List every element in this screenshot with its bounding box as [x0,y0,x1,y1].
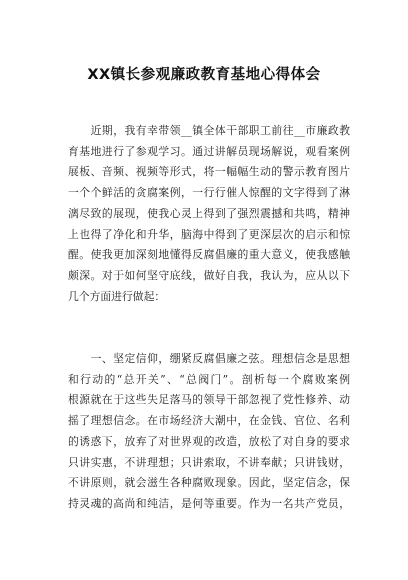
text-line: 持灵魂的高尚和纯洁，是何等重要。作为一名共产党员， [68,496,350,510]
paragraph-intro [68,121,350,307]
text-line: 的诱惑下，放弃了对世界观的改造，放松了对自身的要求 [68,434,350,448]
text-line: 近期，我有幸带领__镇全体干部职工前往__市廉政教 [68,124,350,137]
text-line: 一个个鲜活的贪腐案例，一行行催人惊醒的文字得到了淋 [68,186,350,200]
text-line: 漓尽致的展现，使我心灵上得到了强烈震撼和共鸣，精神 [68,206,350,220]
text-line: 根源就在于这些失足落马的领导干部忽视了党性修养、动 [68,393,350,407]
text-line: 不讲原则，就会滋生各种腐败现象。因此，坚定信念，保 [68,476,350,490]
text-line: 育基地进行了参观学习。通过讲解员现场解说，观看案例 [68,144,350,158]
paragraph-section-one [68,349,350,515]
document-title: XX镇长参观廉政教育基地心得体会 [87,67,321,83]
text-line: 和行动的“总开关”、“总阀门”。剖析每一个腐败案例 [68,372,350,386]
text-line: 颇深。对于如何坚守底线，做好自我，我认为，应从以下 [68,268,350,282]
text-line: 几个方面进行做起： [68,289,166,303]
text-line: 摇了理想信念。在市场经济大潮中，在金钱、官位、名利 [68,414,350,428]
text-line: 只讲实惠，不讲理想；只讲索取，不讲奉献；只讲钱财， [68,455,350,469]
text-line: 醒。使我更加深刻地懂得反腐倡廉的重大意义，使我感触 [68,248,350,262]
text-line: 一、坚定信仰，绷紧反腐倡廉之弦。理想信念是思想 [68,352,350,365]
text-line: 上也得了净化和升华，脑海中得到了更深层次的启示和惊 [68,227,350,241]
text-line: 展板、音频、视频等形式，将一幅幅生动的警示教育图片 [68,165,350,179]
